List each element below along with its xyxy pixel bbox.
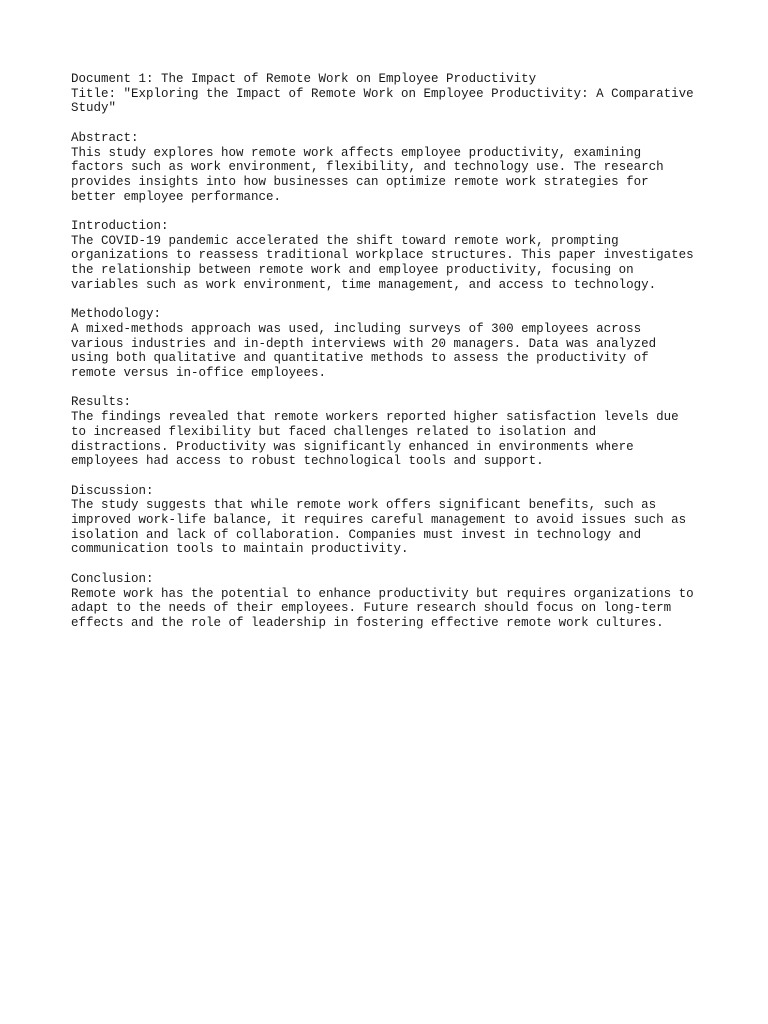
section-heading: Abstract:	[71, 130, 139, 145]
paragraph-line: to increased flexibility but faced challenges related to isolation and	[71, 424, 597, 439]
paragraph-line: The COVID-19 pandemic accelerated the shift toward remote work, prompting	[71, 233, 619, 248]
paragraph-line: A mixed-methods approach was used, including surveys of 300 employees across	[71, 321, 642, 336]
paragraph-line: distractions. Productivity was significantly enhanced in environments where	[71, 439, 634, 454]
section-heading: Methodology:	[71, 307, 162, 322]
paragraph-line: The study suggests that while remote work offers significant benefits, such as	[71, 498, 657, 513]
document-header	[71, 72, 711, 116]
paragraph-line: Remote work has the potential to enhance productivity but requires organizations to	[71, 586, 694, 601]
document-label: Document 1: The Impact of Remote Work on Employee Productivity	[71, 72, 537, 86]
section-conclusion	[71, 572, 711, 631]
section-results	[71, 395, 711, 469]
paragraph-line: isolation and lack of collaboration. Companies must invest in technology and	[71, 527, 642, 542]
section-heading: Conclusion:	[71, 571, 154, 586]
paragraph-line: the relationship between remote work and employee productivity, focusing on	[71, 263, 634, 278]
section-heading: Introduction:	[71, 219, 169, 233]
paragraph-line: variables such as work environment, time management, and access to technology.	[71, 277, 657, 292]
paragraph-line: The findings revealed that remote workers reported higher satisfaction levels due	[71, 410, 679, 425]
paragraph-line: remote versus in-office employees.	[71, 366, 327, 381]
paragraph-line: employees had access to robust technological tools and support.	[71, 454, 544, 469]
paragraph-line: better employee performance.	[71, 189, 282, 204]
paragraph-line: This study explores how remote work affects employee productivity, examining	[71, 145, 642, 160]
paragraph-line: effects and the role of leadership in fostering effective remote work cultures.	[71, 615, 664, 630]
document-title: Title: "Exploring the Impact of Remote Work on Employee Productivity: A Comparative	[71, 86, 694, 101]
paragraph-line: factors such as work environment, flexibility, and technology use. The research	[71, 160, 664, 175]
document-title-continued: Study"	[71, 101, 117, 116]
section-methodology	[71, 307, 711, 381]
section-heading: Results:	[71, 395, 132, 410]
paragraph-line: adapt to the needs of their employees. Future research should focus on long-term	[71, 601, 672, 616]
paragraph-line: communication tools to maintain productivity.	[71, 542, 409, 557]
section-discussion	[71, 484, 711, 558]
section-abstract	[71, 131, 711, 205]
paragraph-line: various industries and in-depth interviews with 20 managers. Data was analyzed	[71, 336, 657, 351]
paragraph-line: provides insights into how businesses can optimize remote work strategies for	[71, 174, 649, 189]
paragraph-line: using both qualitative and quantitative methods to assess the productivity of	[71, 351, 649, 366]
section-introduction	[71, 219, 711, 293]
section-heading: Discussion:	[71, 483, 154, 498]
document-page	[71, 72, 711, 645]
paragraph-line: organizations to reassess traditional workplace structures. This paper investigates	[71, 248, 694, 263]
paragraph-line: improved work-life balance, it requires careful management to avoid issues such as	[71, 513, 687, 528]
